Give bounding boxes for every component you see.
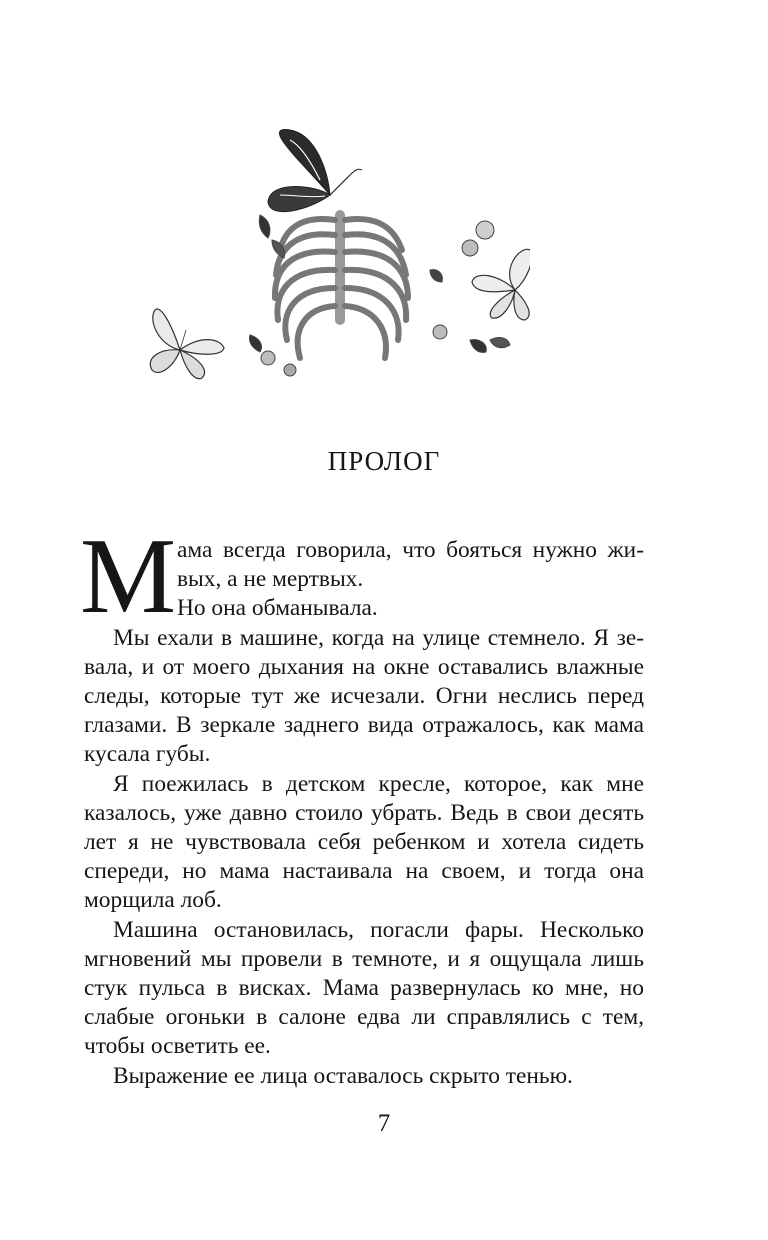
text-line: Мы ехали в машине, когда на улице стемнело. Я зе- xyxy=(113,624,644,651)
butterfly-right-icon xyxy=(472,249,530,320)
ribcage-butterflies-illustration xyxy=(140,120,530,405)
text-line: Выражение ее лица оставалось скрыто тенью. xyxy=(113,1062,573,1089)
body-text xyxy=(80,517,644,1091)
ribcage-icon xyxy=(275,215,408,358)
text-line: ама всегда говорила, что бояться нужно жи- xyxy=(177,537,644,563)
chapter-title: ПРОЛОГ xyxy=(327,446,441,476)
text-line: кусала губы. xyxy=(84,741,211,768)
paragraph-2 xyxy=(84,624,644,770)
page-number: 7 xyxy=(377,1110,391,1137)
text-line: глазами. В зеркале заднего вида отражалось, как мама xyxy=(84,712,644,739)
text-line: вала, и от моего дыхания на окне оставались влажные xyxy=(84,653,644,680)
paragraph-5 xyxy=(84,1062,644,1091)
butterfly-left-icon xyxy=(150,309,224,379)
drop-cap: М xyxy=(80,517,177,636)
text-line: мгновений мы провели в темноте, и я ощущала лишь xyxy=(84,945,644,972)
text-line: казалось, уже давно стоило убрать. Ведь в свои десять xyxy=(84,799,644,826)
text-line: Но она обманывала. xyxy=(177,595,378,622)
text-line: спереди, но мама настаивала на своем, и тогда она xyxy=(84,858,644,885)
paragraph-4 xyxy=(84,916,644,1062)
paragraph-3 xyxy=(84,770,644,916)
ribcage-illustration-svg xyxy=(140,120,530,405)
text-line: лет я не чувствовала себя ребенком и хотела сидеть xyxy=(84,829,644,856)
text-line: Я поежилась в детском кресле, которое, как мне xyxy=(113,770,644,797)
butterfly-top-icon xyxy=(268,130,362,212)
text-line: слабые огоньки в салоне едва ли справлялись с тем, xyxy=(84,1004,644,1031)
text-line: стук пульса в висках. Мама развернулась ко мне, но xyxy=(84,975,644,1002)
text-line: следы, которые тут же исчезали. Огни неслись перед xyxy=(84,683,644,710)
text-line: чтобы осветить ее. xyxy=(84,1033,271,1060)
text-line: Машина остановилась, погасли фары. Несколько xyxy=(113,916,644,943)
paragraph-1 xyxy=(80,517,644,636)
text-line: морщила лоб. xyxy=(84,887,222,914)
text-line: вых, а не мертвых. xyxy=(177,566,364,593)
